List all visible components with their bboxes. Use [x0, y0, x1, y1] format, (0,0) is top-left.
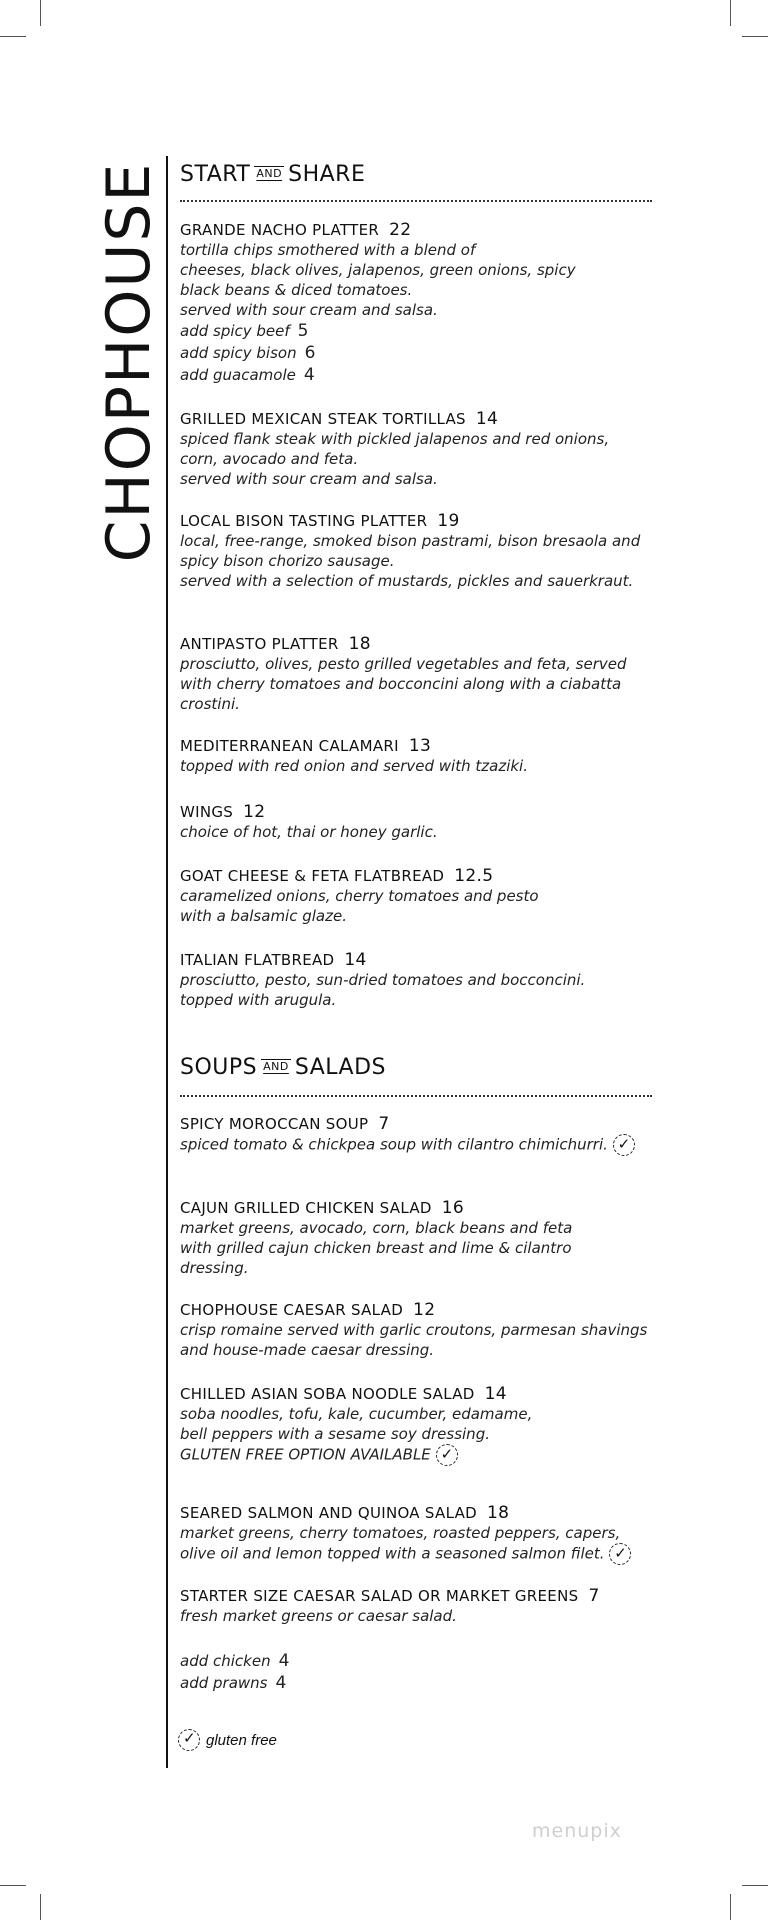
addon [180, 1672, 660, 1694]
divider-line [166, 156, 168, 1768]
item-desc-line: prosciutto, pesto, sun-dried tomatoes and bocconcini. [180, 971, 586, 989]
addon [180, 342, 660, 364]
section-title-right: SALADS [294, 1055, 386, 1080]
item-price: 12 [413, 1300, 436, 1320]
item-price: 16 [441, 1198, 464, 1218]
item-name: LOCAL BISON TASTING PLATTER [180, 512, 428, 530]
item-desc-line: market greens, avocado, corn, black beans and feta [180, 1219, 573, 1237]
brand-name: CHOPHOUSE [94, 161, 164, 563]
addon [180, 320, 660, 342]
crop-mark [0, 36, 26, 37]
addon [180, 1650, 660, 1672]
section-divider [180, 200, 652, 202]
item-name: GRANDE NACHO PLATTER [180, 221, 380, 239]
crop-mark [730, 0, 731, 26]
item-desc-line: and house-made caesar dressing. [180, 1341, 435, 1359]
item-name: CAJUN GRILLED CHICKEN SALAD [180, 1199, 432, 1217]
menu-item-cajun-grilled-chicken-salad [180, 1198, 660, 1278]
item-name: GRILLED MEXICAN STEAK TORTILLAS [180, 410, 466, 428]
addon-label: add spicy bison [180, 344, 297, 362]
item-name: SEARED SALMON AND QUINOA SALAD [180, 1504, 478, 1522]
item-desc-line: spicy bison chorizo sausage. [180, 552, 395, 570]
crop-mark [40, 1894, 41, 1920]
menu-item-italian-flatbread [180, 950, 660, 1010]
item-desc-line: choice of hot, thai or honey garlic. [180, 823, 438, 841]
gluten-free-icon [609, 1543, 631, 1565]
item-price: 14 [484, 1384, 507, 1404]
addon-price: 4 [303, 365, 315, 385]
crop-mark [730, 1894, 731, 1920]
item-desc-line: spiced tomato & chickpea soup with cilantro chimichurri. [180, 1135, 608, 1154]
item-price: 12.5 [454, 866, 494, 886]
section-title-and: AND [256, 167, 283, 180]
addon [180, 364, 660, 386]
gluten-free-legend-text: gluten free [206, 1731, 277, 1749]
item-desc-line: caramelized onions, cherry tomatoes and pesto [180, 887, 539, 905]
item-desc-line: GLUTEN FREE OPTION AVAILABLE [180, 1445, 431, 1464]
gluten-free-legend [178, 1729, 277, 1751]
item-desc-line: cheeses, black olives, jalapenos, green onions, spicy [180, 261, 576, 279]
addon-label: add chicken [180, 1652, 271, 1670]
item-desc-line: fresh market greens or caesar salad. [180, 1607, 457, 1625]
item-price: 18 [487, 1503, 510, 1523]
item-price: 22 [389, 220, 412, 240]
item-desc-line: with cherry tomatoes and bocconcini along with a ciabatta [180, 675, 622, 693]
addon-price: 4 [275, 1673, 287, 1693]
item-desc-line: local, free-range, smoked bison pastrami, bison bresaola and [180, 532, 641, 550]
item-desc-line: black beans & diced tomatoes. [180, 281, 413, 299]
crop-mark [742, 1885, 768, 1886]
item-name: CHILLED ASIAN SOBA NOODLE SALAD [180, 1385, 475, 1403]
menu-item-chophouse-caesar-salad [180, 1300, 660, 1360]
menu-item-starter-size-caesar-or-greens [180, 1586, 660, 1626]
gluten-free-icon [436, 1444, 458, 1466]
item-desc-line: with a balsamic glaze. [180, 907, 347, 925]
item-price: 18 [348, 634, 371, 654]
item-desc-line: corn, avocado and feta. [180, 450, 359, 468]
crop-mark [742, 36, 768, 37]
item-desc-line: prosciutto, olives, pesto grilled vegetables and feta, served [180, 655, 627, 673]
menu-item-grande-nacho-platter [180, 220, 660, 386]
menu-item-local-bison-tasting-platter [180, 511, 660, 591]
menu-item-mediterranean-calamari [180, 736, 660, 776]
menu-item-spicy-moroccan-soup [180, 1114, 660, 1156]
item-desc-line: spiced flank steak with pickled jalapenos and red onions, [180, 430, 610, 448]
item-name: STARTER SIZE CAESAR SALAD OR MARKET GREENS [180, 1587, 579, 1605]
addon-price: 5 [297, 321, 309, 341]
section-divider [180, 1095, 652, 1097]
item-price: 19 [437, 511, 460, 531]
item-desc-line: market greens, cherry tomatoes, roasted peppers, capers, [180, 1524, 621, 1542]
item-name: MEDITERRANEAN CALAMARI [180, 737, 399, 755]
item-price: 14 [475, 409, 499, 429]
section-title-right: SHARE [288, 162, 366, 187]
item-price: 7 [588, 1586, 600, 1606]
item-desc-line: crisp romaine served with garlic croutons, parmesan shavings [180, 1321, 648, 1339]
item-desc-line: crostini. [180, 695, 240, 713]
item-price: 12 [243, 802, 266, 822]
item-desc-line: served with sour cream and salsa. [180, 301, 438, 319]
menu-item-wings [180, 802, 660, 842]
item-name: CHOPHOUSE CAESAR SALAD [180, 1301, 404, 1319]
item-name: ANTIPASTO PLATTER [180, 635, 339, 653]
crop-mark [0, 1885, 26, 1886]
item-name: ITALIAN FLATBREAD [180, 951, 335, 969]
section-title-soups-salads [180, 1055, 386, 1080]
section-title-left: START [180, 162, 251, 187]
menu-item-chilled-asian-soba-noodle-salad [180, 1384, 660, 1466]
section-title-left: SOUPS [180, 1055, 258, 1080]
item-desc-line: served with a selection of mustards, pickles and sauerkraut. [180, 572, 634, 590]
item-price: 13 [408, 736, 432, 756]
salad-addons [180, 1650, 660, 1694]
menu-item-antipasto-platter [180, 634, 660, 714]
item-desc-line: bell peppers with a sesame soy dressing. [180, 1425, 490, 1443]
addon-price: 6 [304, 343, 316, 363]
gluten-free-icon [178, 1729, 200, 1751]
item-name: GOAT CHEESE & FETA FLATBREAD [180, 867, 445, 885]
brand-logo [94, 152, 164, 572]
addon-label: add spicy beef [180, 322, 290, 340]
addon-label: add prawns [180, 1674, 268, 1692]
menu-item-seared-salmon-quinoa-salad [180, 1503, 660, 1565]
crop-mark [40, 0, 41, 26]
watermark: menupix [532, 1820, 622, 1842]
item-desc-line: soba noodles, tofu, kale, cucumber, edamame, [180, 1405, 533, 1423]
gluten-free-icon [613, 1134, 635, 1156]
item-desc-line: topped with arugula. [180, 991, 337, 1009]
item-desc-line: with grilled cajun chicken breast and lime & cilantro [180, 1239, 572, 1257]
item-desc-line: olive oil and lemon topped with a seasoned salmon filet. [180, 1544, 605, 1563]
item-name: WINGS [180, 803, 234, 821]
item-name: SPICY MOROCCAN SOUP [180, 1115, 369, 1133]
item-desc-line: topped with red onion and served with tzaziki. [180, 757, 528, 775]
section-title-start-share [180, 162, 365, 187]
item-price: 7 [378, 1114, 390, 1134]
menu-item-goat-cheese-feta-flatbread [180, 866, 660, 926]
item-price: 14 [344, 950, 367, 970]
addon-price: 4 [278, 1651, 290, 1671]
item-desc-line: tortilla chips smothered with a blend of [180, 241, 476, 259]
addon-label: add guacamole [180, 366, 296, 384]
item-desc-line: dressing. [180, 1259, 249, 1277]
section-title-and: AND [263, 1060, 289, 1073]
item-desc-line: served with sour cream and salsa. [180, 470, 438, 488]
menu-item-grilled-mexican-steak-tortillas [180, 409, 660, 489]
